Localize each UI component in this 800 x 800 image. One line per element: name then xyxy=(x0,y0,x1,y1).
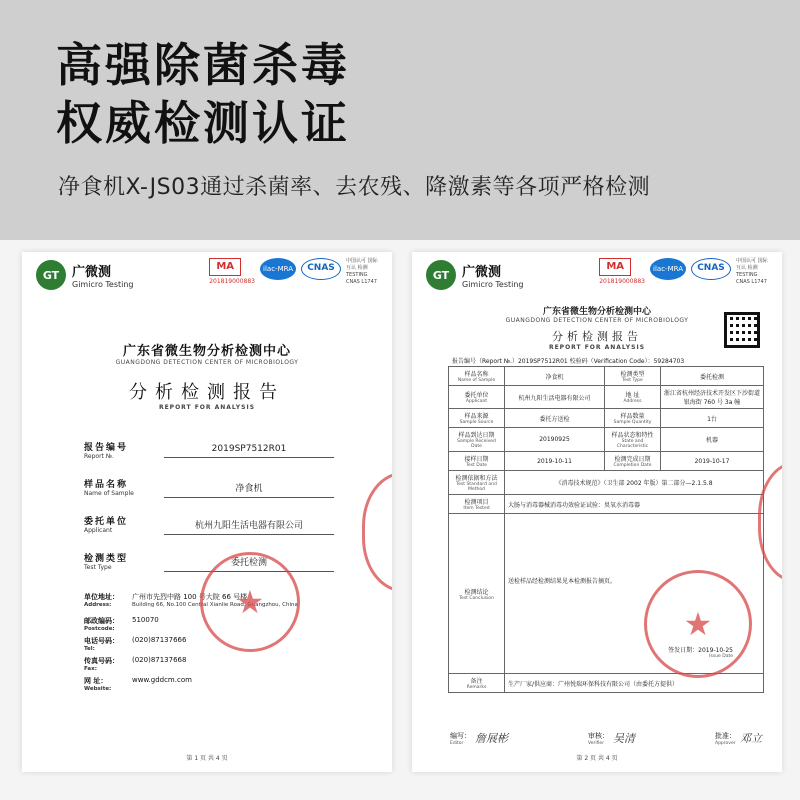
cnas-caption: 中国认可 国际互认 检测 TESTING CNAS L1747 xyxy=(346,258,378,285)
report-title: 分析检测报告 xyxy=(552,330,642,343)
accreditation-badges: MA 201819000883 ilac-MRA CNAS 中国认可 国际互认 检测 TESTING CNAS L1747 xyxy=(599,258,768,285)
info-address: 单位地址： Address: 广州市先烈中路 100 号大院 66 号楼 Building 66, No.100 Central Xianlie Road, Guangzhou, China xyxy=(84,593,298,608)
cma-icon: MA xyxy=(599,258,631,276)
info-website: 网 址： Website: www.gddcm.com xyxy=(84,676,192,692)
table-row: 样品到达日期 Sample Received Date 20190925 样品状态和特性 State and Characteristic 机器 xyxy=(449,428,764,452)
logo-name-en: Gimicro Testing xyxy=(72,280,134,289)
page-number: 第 2 页 共 4 页 xyxy=(576,755,618,762)
center-title: 广东省微生物分析检测中心 xyxy=(122,344,291,359)
table-row: 样品名称 Name of Sample 净食机 检测类型 Test Type 委托检测 xyxy=(449,367,764,386)
report-meta: 报告编号（Report №.）2019SP7512R01 校验码（Verification Code）：59284703 xyxy=(452,358,685,365)
sample-name-value: 净食机 xyxy=(164,481,334,498)
gt-logo-icon: GT xyxy=(426,260,456,290)
field-applicant: 委托单位 Applicant 杭州九阳生活电器有限公司 xyxy=(84,514,334,534)
subheadline: 净食机X-JS03通过杀菌率、去农残、降激素等各项严格检测 xyxy=(58,175,651,200)
cnas-icon: CNAS xyxy=(691,258,731,280)
cma-number: 201819000883 xyxy=(209,278,255,285)
report-results-page: GT 广微测 Gimicro Testing MA 201819000883 ilac-MRA CNAS 中国认可 国际互认 检测 TESTING CNAS L1747 广东省微生物分析检测中心 GUANGDONG DETECTION CENTER OF MICROBIOLOGY 分析检测报告 REPORT FOR ANALYSIS 报告编号（Report №.）2019SP7512R01 校验码（Verification Code）：59284703 样品名称 Name of Sample 净食机 检测类型 Test Type 委托检测 委托单位 Applicant 杭州九阳生活电器有限公司 地 址 Address 浙江省杭州经济技术开发区下沙街道银海街 760 号 3a 幢 样品来源 Sample Source 委托方送检 样品数量 Sample Quantity 1台 样品到达日期 Sample Received Date 20190925 样品状态和特性 State and Characteristic 机器 接样日期 Test Date 2019-10-11 检测完成日期 Completion Date 2019-10-17 检测依据和方法 Test Standard and Method 《消毒技术规范》（卫生部 2002 年版）第二部分—2.1.5.8 检测项目 Item Tested 大肠与消毒器械消毒功效验证试验：臭氧水消毒器 检测结论 Test Conclusion 送检样品经检测结果见本检测报告摘页。 签发日期：2019-10-25 Issue Date 备注 Remarks 生产厂家/供应商：广州悦瑞环保科技有限公司（由委托方提供） ★ 编写： Editor 詹展彬 审核： Verifier 吴清 批准： Approver 邓立 第 2 页 共 4 页 xyxy=(412,252,782,772)
lab-logo xyxy=(36,260,134,290)
header-banner xyxy=(0,0,800,240)
table-row: 备注 Remarks 生产厂家/供应商：广州悦瑞环保科技有限公司（由委托方提供） xyxy=(449,674,764,693)
conclusion-text: 送检样品经检测结果见本检测报告摘页。 xyxy=(508,578,617,585)
field-sample-name: 样品名称 Name of Sample 净食机 xyxy=(84,477,334,497)
table-row: 检测依据和方法 Test Standard and Method 《消毒技术规范》（卫生部 2002 年版）第二部分—2.1.5.8 xyxy=(449,471,764,495)
field-report-number: 报告编号 Report №. 2019SP7512R01 xyxy=(84,440,334,460)
headline-line1: 高强除菌杀毒 xyxy=(56,38,350,92)
cma-icon: MA xyxy=(209,258,241,276)
report-cover-page xyxy=(22,252,392,772)
table-row: 接样日期 Test Date 2019-10-11 检测完成日期 Completion Date 2019-10-17 xyxy=(449,452,764,471)
qr-code-icon xyxy=(724,312,760,348)
info-postcode: 邮政编码： Postcode: 510070 xyxy=(84,616,159,632)
cnas-icon: CNAS xyxy=(301,258,341,280)
gt-logo-icon: GT xyxy=(36,260,66,290)
center-title: 广东省微生物分析检测中心 xyxy=(542,307,651,317)
report-title: 分析检测报告 xyxy=(129,382,285,403)
table-row: 检测项目 Item Tested 大肠与消毒器械消毒功效验证试验：臭氧水消毒器 xyxy=(449,495,764,514)
accreditation-badges xyxy=(209,258,380,286)
signer-editor: 编写： Editor 詹展彬 xyxy=(450,731,508,746)
info-fax: 传真号码： Fax: (020)87137668 xyxy=(84,656,187,672)
official-seal-icon: ★ xyxy=(644,570,752,678)
report-number-value: 2019SP7512R01 xyxy=(164,444,334,458)
headline-line2: 权威检测认证 xyxy=(56,96,350,150)
center-title-en: GUANGDONG DETECTION CENTER OF MICROBIOLOGY xyxy=(115,359,299,366)
edge-seal-icon xyxy=(362,472,392,592)
test-type-value: 委托检测 xyxy=(164,555,334,572)
ilac-mra-icon: ilac-MRA xyxy=(650,258,686,280)
table-row: 样品来源 Sample Source 委托方送检 样品数量 Sample Quantity 1台 xyxy=(449,409,764,428)
logo-name: 广微测 xyxy=(72,265,112,280)
table-row: 检测结论 Test Conclusion 送检样品经检测结果见本检测报告摘页。 签发日期：2019-10-25 Issue Date xyxy=(449,514,764,674)
signer-verifier: 审核： Verifier 吴清 xyxy=(588,731,635,746)
cma-badge xyxy=(209,258,255,285)
signatures xyxy=(450,730,762,746)
lab-logo: GT 广微测 Gimicro Testing xyxy=(426,260,524,290)
issue-date: 签发日期：2019-10-25 xyxy=(668,647,733,654)
info-tel: 电话号码： Tel: (020)87137666 xyxy=(84,636,187,652)
table-row: 委托单位 Applicant 杭州九阳生活电器有限公司 地 址 Address 浙江省杭州经济技术开发区下沙街道银海街 760 号 3a 幢 xyxy=(449,386,764,409)
field-test-type: 检测类型 Test Type 委托检测 xyxy=(84,551,334,571)
official-seal-icon: ★ xyxy=(200,552,300,652)
page-number: 第 1 页 共 4 页 xyxy=(186,755,228,762)
applicant-value: 杭州九阳生活电器有限公司 xyxy=(164,518,334,535)
ilac-mra-icon: ilac-MRA xyxy=(260,258,296,280)
signer-approver: 批准： Approver 邓立 xyxy=(715,731,762,746)
report-title-en: REPORT FOR ANALYSIS xyxy=(158,404,256,411)
